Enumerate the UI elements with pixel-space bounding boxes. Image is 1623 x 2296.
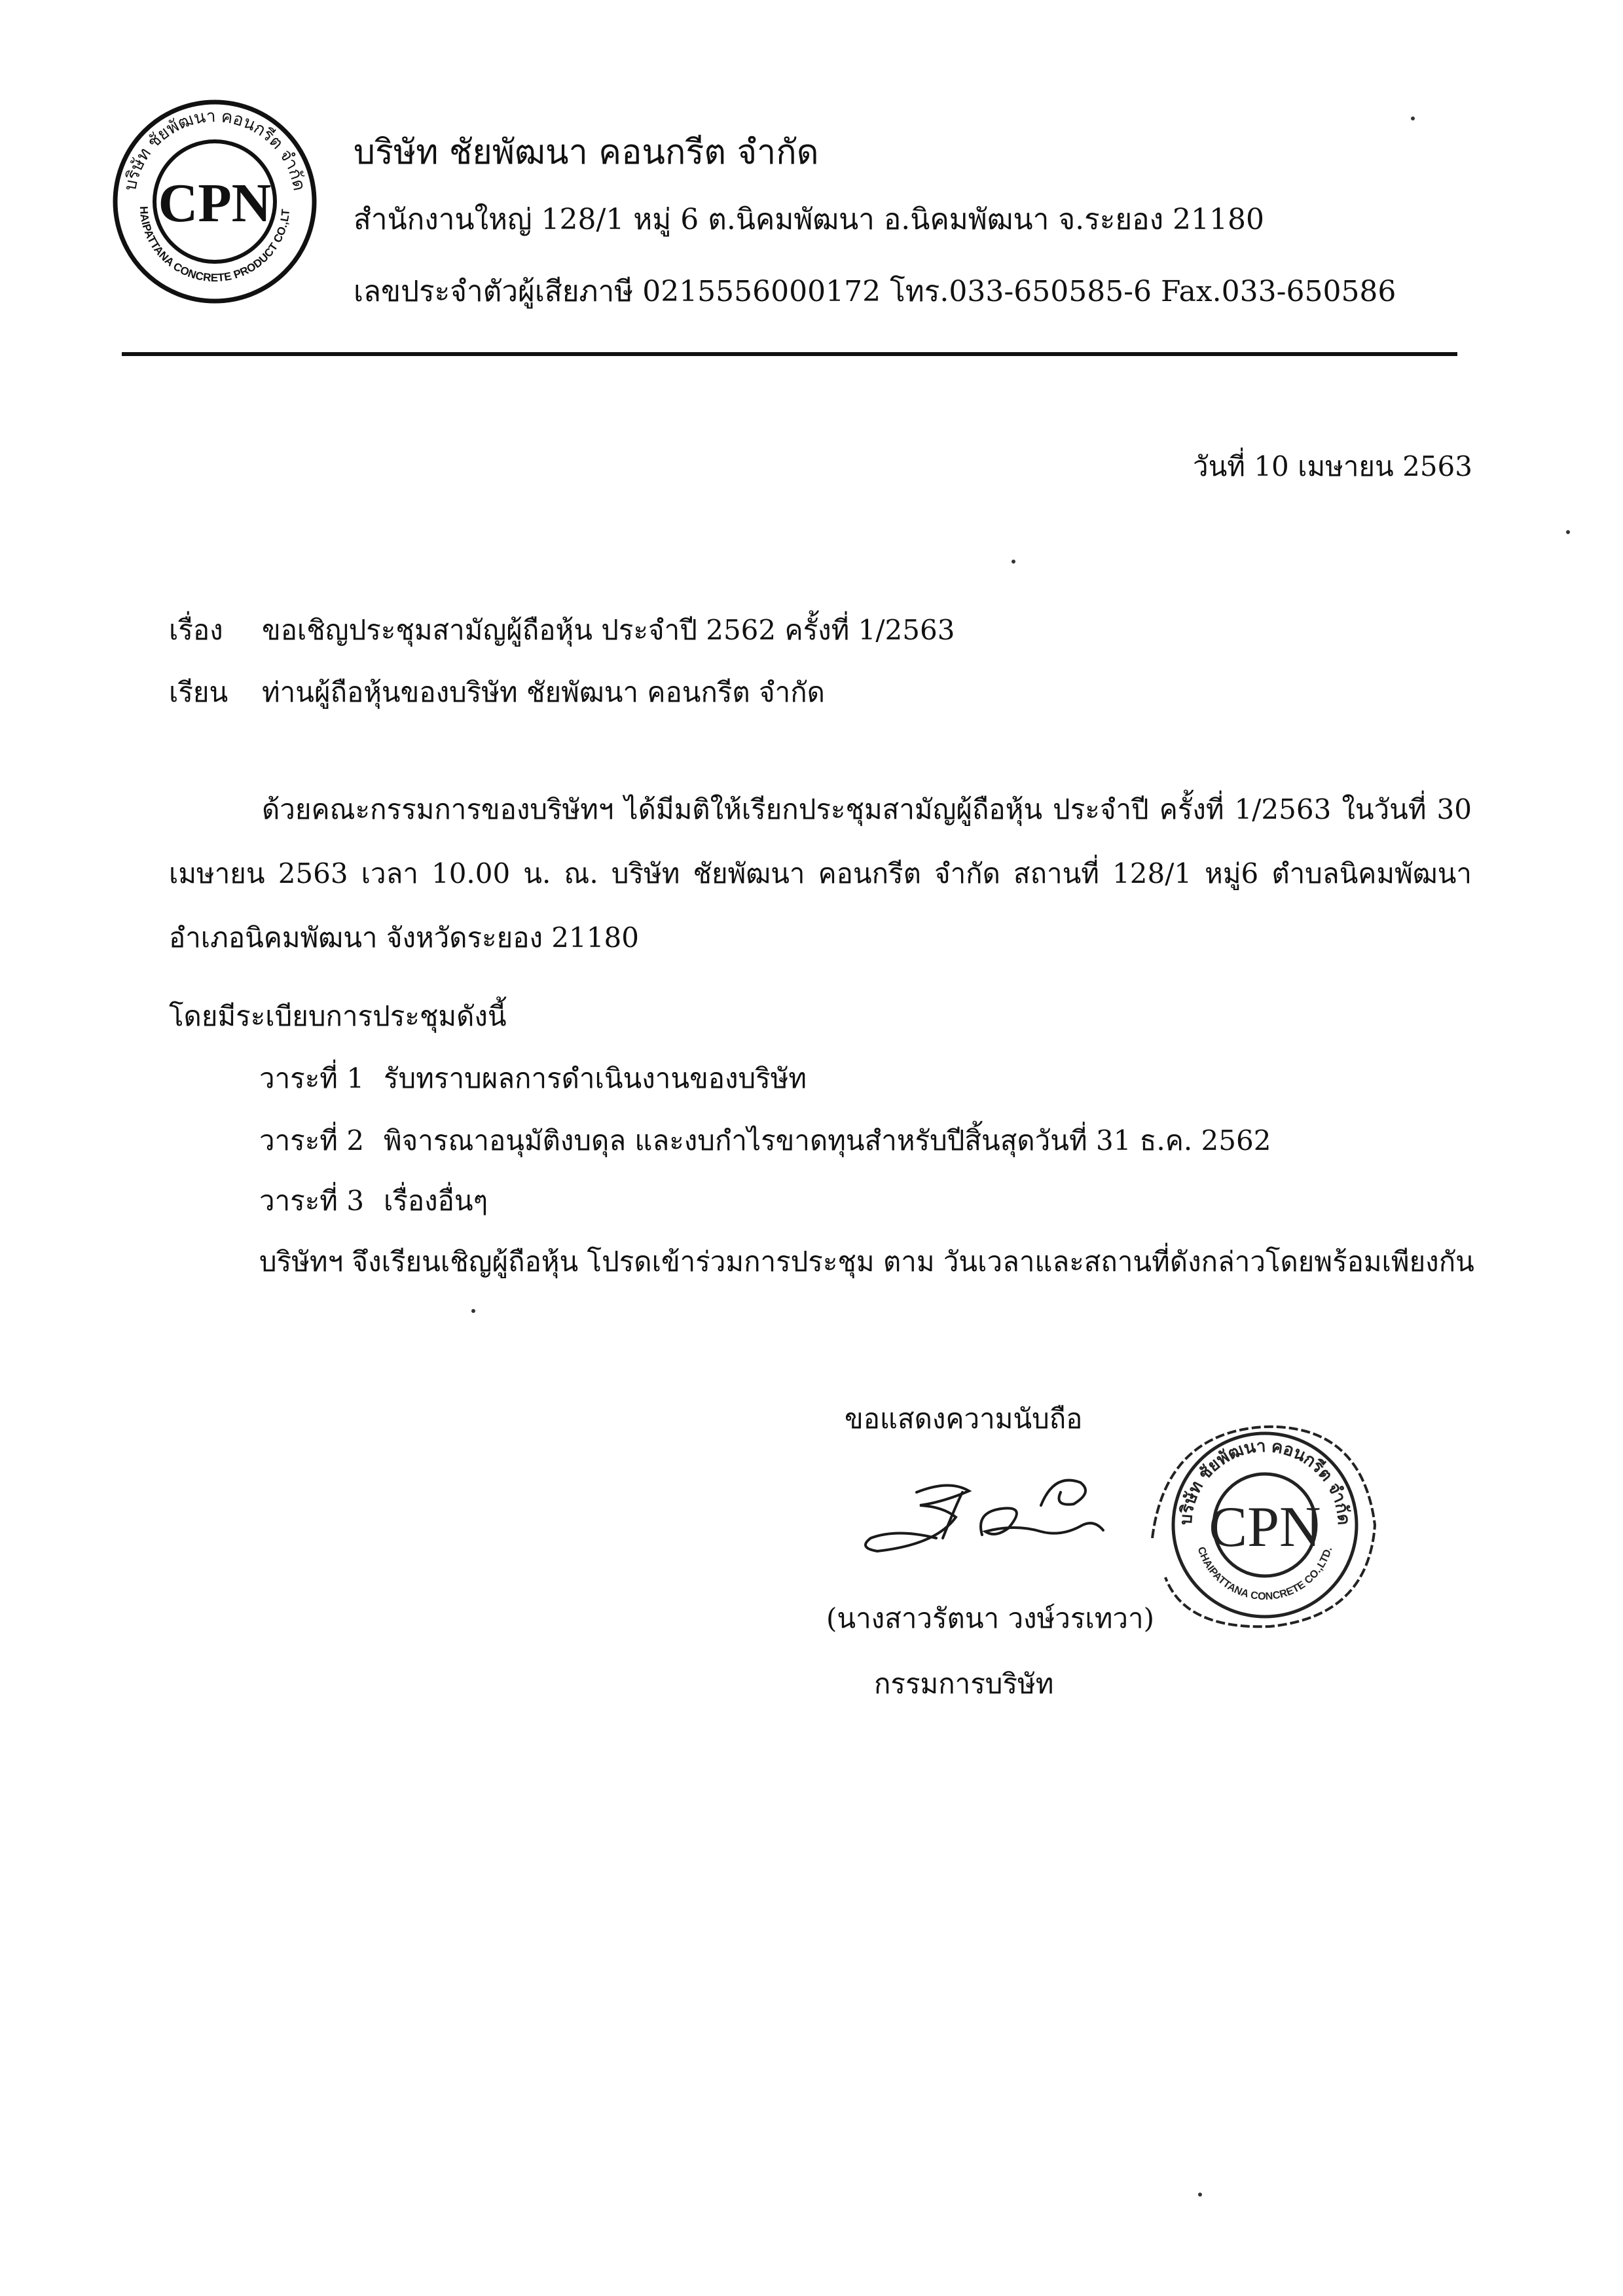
header-divider [122,352,1457,356]
agenda-item [259,1179,488,1223]
agenda-item-number: วาระที่ 2 [259,1124,365,1157]
handwritten-signature [845,1466,1133,1577]
agenda-item-text: รับทราบผลการดำเนินงานของบริษัท [384,1062,807,1094]
agenda-item-text: พิจารณาอนุมัติงบดุล และงบกำไรขาดทุนสำหรับปีสิ้นสุดวันที่ 31 ธ.ค. 2562 [384,1124,1271,1157]
company-logo [110,97,319,306]
logo-text: CPN [158,173,272,234]
body-paragraph: ด้วยคณะกรรมการของบริษัทฯ ได้มีมติให้เรียกประชุมสามัญผู้ถือหุ้น ประจำปี ครั้งที่ 1/2563 ในวันที่ 30 เมษายน 2563 เวลา 10.00 น. ณ. บริษัท ชัยพัฒนา คอนกรีต จำกัด สถานที่ 128/1 หมู่6 ตำบลนิคมพัฒนา อำเภอนิคมพัฒนา จังหวัดระยอง 21180 [169,793,1472,954]
company-address: สำนักงานใหญ่ 128/1 หมู่ 6 ต.นิคมพัฒนา อ.นิคมพัฒนา จ.ระยอง 21180 [354,203,1265,236]
agenda-item-text: เรื่องอื่นๆ [384,1185,488,1217]
agenda-intro: โดยมีระเบียบการประชุมดังนี้ [169,1000,507,1032]
stamp-text: CPN [1209,1496,1321,1559]
agenda-item-number: วาระที่ 1 [259,1062,365,1094]
subject-text: ขอเชิญประชุมสามัญผู้ถือหุ้น ประจำปี 2562 ครั้งที่ 1/2563 [262,614,955,646]
subject-label: เรื่อง [169,614,223,646]
closing-line: บริษัทฯ จึงเรียนเชิญผู้ถือหุ้น โปรดเข้าร่วมการประชุม ตาม วันเวลาและสถานที่ดังกล่าวโดยพร้อมเพียงกัน [259,1246,1474,1278]
agenda-item [259,1119,1271,1162]
logo-ring-text-th: บริษัท ชัยพัฒนา คอนกรีต จำกัด [120,105,310,192]
scan-speck [1566,530,1570,534]
company-tax-contact: เลขประจำตัวผู้เสียภาษี 0215556000172 โทร.033-650585-6 Fax.033-650586 [354,275,1396,308]
company-stamp [1126,1407,1388,1643]
logo-ring-text-en: HAIPATTANA CONCRETE PRODUCT CO.,LT [137,206,293,285]
stamp-ring-text-th: บริษัท ชัยพัฒนา คอนกรีต จำกัด [1175,1435,1355,1526]
letter-date: วันที่ 10 เมษายน 2563 [1193,450,1472,482]
recipient-text: ท่านผู้ถือหุ้นของบริษัท ชัยพัฒนา คอนกรีต จำกัด [262,676,825,708]
scan-speck [1198,2193,1202,2197]
scan-speck [1012,560,1015,564]
signer-name: (นางสาวรัตนา วงษ์วรเทวา) [826,1602,1154,1634]
scan-speck [1411,117,1415,120]
agenda-item [259,1057,807,1100]
regards-text: ขอแสดงความนับถือ [845,1403,1083,1435]
agenda-item-number: วาระที่ 3 [259,1185,365,1217]
signer-title: กรรมการบริษัท [874,1668,1054,1700]
scan-speck [471,1309,475,1313]
stamp-ring-text-en: CHAIPATTANA CONCRETE CO.,LTD. [1195,1545,1335,1603]
company-name: บริษัท ชัยพัฒนา คอนกรีต จำกัด [354,133,819,172]
recipient-label: เรียน [169,676,228,708]
